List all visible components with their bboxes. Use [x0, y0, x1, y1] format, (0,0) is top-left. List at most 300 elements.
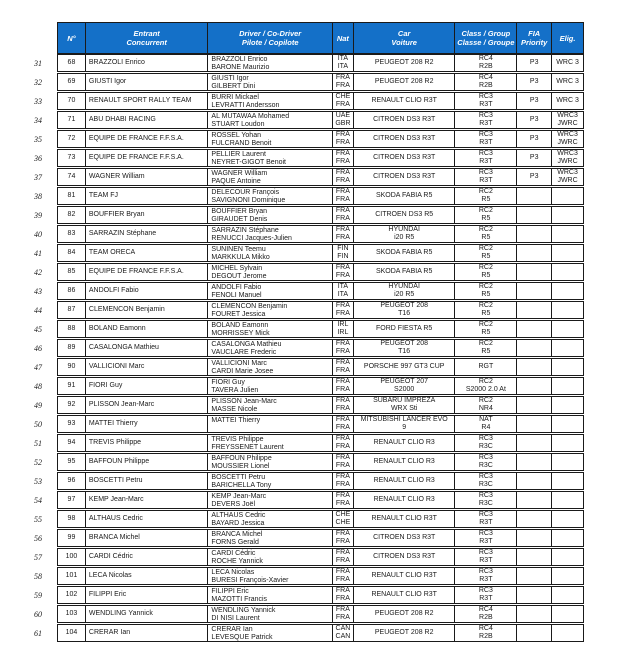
row-index: 40	[34, 229, 42, 239]
cell-fia-priority: P3	[516, 55, 551, 71]
cell-entrant: LECA Nicolas	[85, 568, 208, 584]
cell-eligibility	[551, 264, 583, 280]
cell-fia-priority	[516, 283, 551, 299]
cell-class-group: RC3 R3T	[454, 587, 516, 603]
header-fia-l1: FIA	[528, 29, 541, 38]
cell-fia-priority	[516, 454, 551, 470]
cell-eligibility	[551, 207, 583, 223]
header-nat	[332, 23, 353, 53]
row-index: 56	[34, 533, 42, 543]
cell-fia-priority	[516, 397, 551, 413]
cell-fia-priority	[516, 359, 551, 375]
cell-driver-codriver: BRANCA Michel FORNS Gerald	[207, 530, 332, 546]
cell-car-number: 83	[67, 230, 76, 237]
cell-class-group: RC2 R5	[454, 226, 516, 242]
cell-car: CITROEN DS3 R3T	[353, 131, 455, 147]
cell-driver-codriver: MATTEI Thierry	[207, 416, 332, 432]
cell-fia-priority: P3	[516, 131, 551, 147]
cell-nationality: CHE CHE	[332, 511, 353, 527]
cell-car-number: 90	[67, 363, 76, 370]
table-row	[0, 453, 584, 471]
cell-car: PEUGEOT 208 T16	[353, 340, 455, 356]
table-row	[0, 92, 584, 110]
table-row	[0, 225, 584, 243]
entry-table	[0, 22, 584, 642]
cell-class-group: RC2 R5	[454, 264, 516, 280]
cell-car: CITROEN DS3 R3T	[353, 150, 455, 166]
cell-entrant: ANDOLFI Fabio	[85, 283, 208, 299]
cell-class-group: RGT	[454, 359, 516, 375]
cell-nationality: FIN FIN	[332, 245, 353, 261]
table-row	[0, 111, 584, 129]
cell-entrant: VALLICIONI Marc	[85, 359, 208, 375]
header-fia-l2: Priority	[521, 38, 548, 47]
cell-car: HYUNDAI i20 R5	[353, 226, 455, 242]
cell-nationality: ITA ITA	[332, 55, 353, 71]
cell-class-group: RC3 R3T	[454, 112, 516, 128]
entry-table-body	[0, 54, 584, 642]
table-row	[0, 510, 584, 528]
table-row	[0, 301, 584, 319]
cell-driver-codriver: MICHEL Sylvain DEGOUT Jerome	[207, 264, 332, 280]
cell-car: SKODA FABIA R5	[353, 245, 455, 261]
row-index: 47	[34, 362, 42, 372]
table-header-row	[0, 22, 584, 54]
table-row	[0, 339, 584, 357]
table-row	[0, 605, 584, 623]
cell-fia-priority	[516, 606, 551, 622]
cell-eligibility	[551, 378, 583, 394]
cell-class-group: RC3 R3T	[454, 131, 516, 147]
row-index: 32	[34, 77, 42, 87]
cell-nationality: FRA FRA	[332, 473, 353, 489]
cell-driver-codriver: AL MUTAWAA Mohamed STUART Loudon	[207, 112, 332, 128]
table-row	[0, 434, 584, 452]
row-index: 48	[34, 381, 42, 391]
cell-class-group: RC3 R3T	[454, 169, 516, 185]
cell-car-number: 68	[67, 59, 76, 66]
cell-eligibility	[551, 321, 583, 337]
cell-fia-priority	[516, 378, 551, 394]
cell-car: SUBARU IMPREZA WRX Sti	[353, 397, 455, 413]
cell-eligibility	[551, 492, 583, 508]
cell-car: CITROEN DS3 R3T	[353, 169, 455, 185]
cell-nationality: IRL IRL	[332, 321, 353, 337]
cell-car: RENAULT CLIO R3	[353, 492, 455, 508]
header-nat-label: Nat	[336, 33, 349, 43]
cell-class-group: RC2 S2000 2.0 At	[454, 378, 516, 394]
row-index: 52	[34, 457, 42, 467]
cell-eligibility	[551, 454, 583, 470]
row-index: 33	[34, 96, 42, 106]
cell-entrant: MATTEI Thierry	[85, 416, 208, 432]
cell-entrant: CARDI Cédric	[85, 549, 208, 565]
cell-driver-codriver: WAGNER William PAQUE Antoine	[207, 169, 332, 185]
cell-driver-codriver: FIORI Guy TAVERA Julien	[207, 378, 332, 394]
cell-eligibility	[551, 302, 583, 318]
cell-car-number: 96	[67, 477, 76, 484]
cell-entrant: TEAM ORECA	[85, 245, 208, 261]
row-index: 49	[34, 400, 42, 410]
cell-eligibility: WRC3 JWRC	[551, 169, 583, 185]
cell-class-group: RC2 R5	[454, 321, 516, 337]
cell-car: CITROEN DS3 R3T	[353, 549, 455, 565]
cell-eligibility	[551, 226, 583, 242]
cell-eligibility: WRC 3	[551, 93, 583, 109]
cell-class-group: RC2 R5	[454, 207, 516, 223]
cell-car: PEUGEOT 208 R2	[353, 55, 455, 71]
cell-nationality: FRA FRA	[332, 378, 353, 394]
cell-driver-codriver: CASALONGA Mathieu VAUCLARE Frederic	[207, 340, 332, 356]
cell-eligibility	[551, 416, 583, 432]
cell-fia-priority: P3	[516, 150, 551, 166]
cell-car: PEUGEOT 208 R2	[353, 606, 455, 622]
cell-driver-codriver: SARRAZIN Stéphane RENUCCI Jacques-Julien	[207, 226, 332, 242]
cell-driver-codriver: BOLAND Eamonn MORRISSEY Mick	[207, 321, 332, 337]
cell-driver-codriver: DELECOUR François SAVIGNONI Dominique	[207, 188, 332, 204]
cell-car-number: 99	[67, 534, 76, 541]
cell-driver-codriver: ROSSEL Yohan FULCRAND Benoit	[207, 131, 332, 147]
header-class-fr: Classe / Groupe	[457, 38, 515, 47]
cell-nationality: FRA FRA	[332, 454, 353, 470]
row-index: 43	[34, 286, 42, 296]
cell-entrant: PLISSON Jean-Marc	[85, 397, 208, 413]
cell-car-number: 82	[67, 211, 76, 218]
cell-nationality: FRA FRA	[332, 74, 353, 90]
cell-class-group: RC4 R2B	[454, 625, 516, 641]
cell-eligibility	[551, 188, 583, 204]
row-index: 46	[34, 343, 42, 353]
cell-eligibility	[551, 283, 583, 299]
cell-class-group: RC3 R3T	[454, 511, 516, 527]
header-gutter	[0, 22, 57, 54]
cell-fia-priority	[516, 549, 551, 565]
cell-driver-codriver: BAFFOUN Philippe MOUSSIER Lionel	[207, 454, 332, 470]
cell-eligibility	[551, 397, 583, 413]
cell-eligibility: WRC3 JWRC	[551, 150, 583, 166]
table-row	[0, 320, 584, 338]
cell-class-group: RC2 R5	[454, 188, 516, 204]
cell-nationality: FRA FRA	[332, 169, 353, 185]
cell-entrant: GIUSTI Igor	[85, 74, 208, 90]
cell-eligibility	[551, 606, 583, 622]
cell-eligibility	[551, 340, 583, 356]
header-car	[353, 23, 455, 53]
cell-nationality: FRA FRA	[332, 264, 353, 280]
cell-eligibility	[551, 549, 583, 565]
cell-car: PEUGEOT 208 R2	[353, 625, 455, 641]
cell-class-group: RC2 R5	[454, 245, 516, 261]
header-elig-label: Elig.	[559, 33, 576, 43]
cell-car-number: 100	[65, 553, 78, 560]
cell-driver-codriver: LECA Nicolas BURESI François-Xavier	[207, 568, 332, 584]
row-index: 57	[34, 552, 42, 562]
cell-entrant: ABU DHABI RACING	[85, 112, 208, 128]
cell-entrant: TREVIS Philippe	[85, 435, 208, 451]
cell-car-number: 69	[67, 78, 76, 85]
cell-car-number: 97	[67, 496, 76, 503]
row-index: 36	[34, 153, 42, 163]
cell-car: SKODA FABIA R5	[353, 264, 455, 280]
cell-entrant: SARRAZIN Stéphane	[85, 226, 208, 242]
cell-nationality: FRA FRA	[332, 340, 353, 356]
cell-driver-codriver: PELLIER Laurent NEYRET-GIGOT Benoit	[207, 150, 332, 166]
cell-driver-codriver: PLISSON Jean-Marc MASSE Nicole	[207, 397, 332, 413]
header-driver	[207, 23, 332, 53]
cell-fia-priority	[516, 302, 551, 318]
cell-eligibility: WRC 3	[551, 74, 583, 90]
row-index: 31	[34, 58, 42, 68]
cell-fia-priority	[516, 416, 551, 432]
header-entrant	[85, 23, 208, 53]
cell-nationality: FRA FRA	[332, 226, 353, 242]
cell-driver-codriver: BOSCETTI Petru BARICHELLA Tony	[207, 473, 332, 489]
table-row	[0, 529, 584, 547]
cell-fia-priority	[516, 207, 551, 223]
cell-driver-codriver: BOUFFIER Bryan GIRAUDET Denis	[207, 207, 332, 223]
cell-car-number: 92	[67, 401, 76, 408]
cell-class-group: RC4 R2B	[454, 55, 516, 71]
cell-entrant: WAGNER William	[85, 169, 208, 185]
cell-driver-codriver: ANDOLFI Fabio FENOLI Manuel	[207, 283, 332, 299]
cell-entrant: BOSCETTI Petru	[85, 473, 208, 489]
cell-nationality: FRA FRA	[332, 549, 353, 565]
row-index: 59	[34, 590, 42, 600]
cell-driver-codriver: BRAZZOLI Enrico BARONE Maurizio	[207, 55, 332, 71]
cell-class-group: RC3 R3T	[454, 93, 516, 109]
cell-car: PEUGEOT 208 T16	[353, 302, 455, 318]
cell-entrant: EQUIPE DE FRANCE F.F.S.A.	[85, 264, 208, 280]
cell-nationality: FRA FRA	[332, 397, 353, 413]
table-row	[0, 586, 584, 604]
cell-class-group: RC3 R3C	[454, 492, 516, 508]
cell-class-group: RC4 R2B	[454, 74, 516, 90]
cell-fia-priority	[516, 492, 551, 508]
row-index: 39	[34, 210, 42, 220]
row-index: 51	[34, 438, 42, 448]
cell-car-number: 85	[67, 268, 76, 275]
cell-car: MITSUBISHI LANCER EVO 9	[353, 416, 455, 432]
cell-class-group: NAT R4	[454, 416, 516, 432]
header-eligibility	[551, 23, 583, 53]
cell-class-group: RC3 R3T	[454, 530, 516, 546]
cell-car-number: 81	[67, 192, 76, 199]
cell-nationality: FRA FRA	[332, 302, 353, 318]
table-row	[0, 73, 584, 91]
cell-nationality: FRA FRA	[332, 568, 353, 584]
cell-nationality: FRA FRA	[332, 131, 353, 147]
cell-entrant: ALTHAUS Cedric	[85, 511, 208, 527]
cell-fia-priority	[516, 321, 551, 337]
cell-car-number: 101	[65, 572, 78, 579]
table-row	[0, 548, 584, 566]
cell-driver-codriver: CLEMENCON Benjamin FOURET Jessica	[207, 302, 332, 318]
row-index: 41	[34, 248, 42, 258]
header-car-fr: Voiture	[391, 38, 417, 47]
cell-entrant: FILIPPI Eric	[85, 587, 208, 603]
cell-fia-priority	[516, 226, 551, 242]
cell-car-number: 73	[67, 154, 76, 161]
cell-fia-priority	[516, 568, 551, 584]
cell-entrant: RENAULT SPORT RALLY TEAM	[85, 93, 208, 109]
cell-driver-codriver: CRERAR Ian LEVESQUE Patrick	[207, 625, 332, 641]
cell-entrant: BRANCA Michel	[85, 530, 208, 546]
cell-driver-codriver: KEMP Jean-Marc DEVERS Joël	[207, 492, 332, 508]
cell-nationality: CAN CAN	[332, 625, 353, 641]
header-driver-en: Driver / Co-Driver	[239, 29, 302, 38]
cell-car-number: 86	[67, 287, 76, 294]
row-index: 42	[34, 267, 42, 277]
cell-nationality: FRA FRA	[332, 435, 353, 451]
cell-car-number: 102	[65, 591, 78, 598]
cell-entrant: BAFFOUN Philippe	[85, 454, 208, 470]
cell-fia-priority	[516, 264, 551, 280]
row-index: 35	[34, 134, 42, 144]
cell-car: FORD FIESTA R5	[353, 321, 455, 337]
cell-car-number: 104	[65, 629, 78, 636]
table-row	[0, 54, 584, 72]
table-row	[0, 624, 584, 642]
cell-entrant: KEMP Jean-Marc	[85, 492, 208, 508]
cell-fia-priority	[516, 511, 551, 527]
cell-nationality: ITA ITA	[332, 283, 353, 299]
cell-car-number: 72	[67, 135, 76, 142]
cell-class-group: RC2 R5	[454, 340, 516, 356]
cell-eligibility	[551, 435, 583, 451]
cell-eligibility	[551, 568, 583, 584]
header-number-label: N°	[67, 33, 76, 43]
cell-eligibility	[551, 359, 583, 375]
cell-entrant: TEAM FJ	[85, 188, 208, 204]
cell-car: RENAULT CLIO R3	[353, 473, 455, 489]
cell-class-group: RC4 R2B	[454, 606, 516, 622]
cell-car: PORSCHE 997 GT3 CUP	[353, 359, 455, 375]
cell-entrant: EQUIPE DE FRANCE F.F.S.A.	[85, 150, 208, 166]
cell-car-number: 88	[67, 325, 76, 332]
header-driver-fr: Pilote / Copilote	[241, 38, 299, 47]
cell-nationality: FRA FRA	[332, 207, 353, 223]
cell-entrant: CRERAR Ian	[85, 625, 208, 641]
header-entrant-en: Entrant	[133, 29, 160, 38]
cell-car-number: 84	[67, 249, 76, 256]
cell-car: RENAULT CLIO R3T	[353, 587, 455, 603]
cell-car: RENAULT CLIO R3T	[353, 568, 455, 584]
cell-driver-codriver: VALLICIONI Marc CARDI Marie Josee	[207, 359, 332, 375]
cell-class-group: RC3 R3C	[454, 435, 516, 451]
table-row	[0, 396, 584, 414]
cell-car: RENAULT CLIO R3	[353, 435, 455, 451]
cell-car-number: 71	[67, 116, 76, 123]
cell-fia-priority: P3	[516, 112, 551, 128]
header-number	[58, 23, 85, 53]
cell-car-number: 87	[67, 306, 76, 313]
row-index: 55	[34, 514, 42, 524]
cell-fia-priority	[516, 340, 551, 356]
cell-nationality: FRA FRA	[332, 188, 353, 204]
cell-nationality: FRA FRA	[332, 530, 353, 546]
cell-fia-priority	[516, 435, 551, 451]
cell-car: PEUGEOT 207 S2000	[353, 378, 455, 394]
cell-car-number: 103	[65, 610, 78, 617]
cell-fia-priority: P3	[516, 93, 551, 109]
row-index: 45	[34, 324, 42, 334]
table-row	[0, 130, 584, 148]
row-index: 50	[34, 419, 42, 429]
cell-driver-codriver: GIUSTI Igor GILBERT Dini	[207, 74, 332, 90]
cell-eligibility: WRC 3	[551, 55, 583, 71]
cell-car-number: 98	[67, 515, 76, 522]
cell-driver-codriver: SUNINEN Teemu MARKKULA Mikko	[207, 245, 332, 261]
cell-eligibility	[551, 625, 583, 641]
cell-nationality: FRA FRA	[332, 606, 353, 622]
header-car-en: Car	[397, 29, 411, 38]
table-row	[0, 491, 584, 509]
table-row	[0, 244, 584, 262]
cell-car: RENAULT CLIO R3T	[353, 511, 455, 527]
row-index: 38	[34, 191, 42, 201]
cell-entrant: CASALONGA Mathieu	[85, 340, 208, 356]
cell-car-number: 95	[67, 458, 76, 465]
cell-eligibility: WRC3 JWRC	[551, 112, 583, 128]
row-index: 54	[34, 495, 42, 505]
cell-car: SKODA FABIA R5	[353, 188, 455, 204]
cell-car: CITROEN DS3 R3T	[353, 112, 455, 128]
header-class	[454, 23, 516, 53]
cell-nationality: CHE FRA	[332, 93, 353, 109]
row-index: 61	[34, 628, 42, 638]
table-row	[0, 168, 584, 186]
cell-driver-codriver: ALTHAUS Cedric BAYARD Jessica	[207, 511, 332, 527]
table-row	[0, 149, 584, 167]
cell-car-number: 91	[67, 382, 76, 389]
cell-car-number: 70	[67, 97, 76, 104]
cell-class-group: RC3 R3C	[454, 454, 516, 470]
row-index: 58	[34, 571, 42, 581]
cell-car: CITROEN DS3 R5	[353, 207, 455, 223]
row-index: 34	[34, 115, 42, 125]
cell-fia-priority	[516, 473, 551, 489]
cell-entrant: BRAZZOLI Enrico	[85, 55, 208, 71]
table-row	[0, 187, 584, 205]
cell-nationality: FRA FRA	[332, 150, 353, 166]
cell-nationality: FRA FRA	[332, 587, 353, 603]
cell-nationality: FRA FRA	[332, 492, 353, 508]
cell-eligibility	[551, 511, 583, 527]
cell-class-group: RC3 R3T	[454, 549, 516, 565]
cell-fia-priority	[516, 188, 551, 204]
cell-car-number: 74	[67, 173, 76, 180]
cell-driver-codriver: BURRI Mickael LEVRATTI Andersson	[207, 93, 332, 109]
cell-car-number: 89	[67, 344, 76, 351]
cell-car: PEUGEOT 208 R2	[353, 74, 455, 90]
row-index: 60	[34, 609, 42, 619]
cell-class-group: RC2 R5	[454, 283, 516, 299]
cell-car-number: 94	[67, 439, 76, 446]
cell-fia-priority	[516, 587, 551, 603]
table-row	[0, 282, 584, 300]
row-index: 53	[34, 476, 42, 486]
cell-car: RENAULT CLIO R3T	[353, 93, 455, 109]
cell-entrant: EQUIPE DE FRANCE F.F.S.A.	[85, 131, 208, 147]
cell-eligibility: WRC3 JWRC	[551, 131, 583, 147]
cell-eligibility	[551, 245, 583, 261]
table-row	[0, 206, 584, 224]
cell-entrant: CLEMENCON Benjamin	[85, 302, 208, 318]
cell-fia-priority	[516, 530, 551, 546]
table-row	[0, 472, 584, 490]
cell-entrant: BOUFFIER Bryan	[85, 207, 208, 223]
cell-fia-priority: P3	[516, 169, 551, 185]
